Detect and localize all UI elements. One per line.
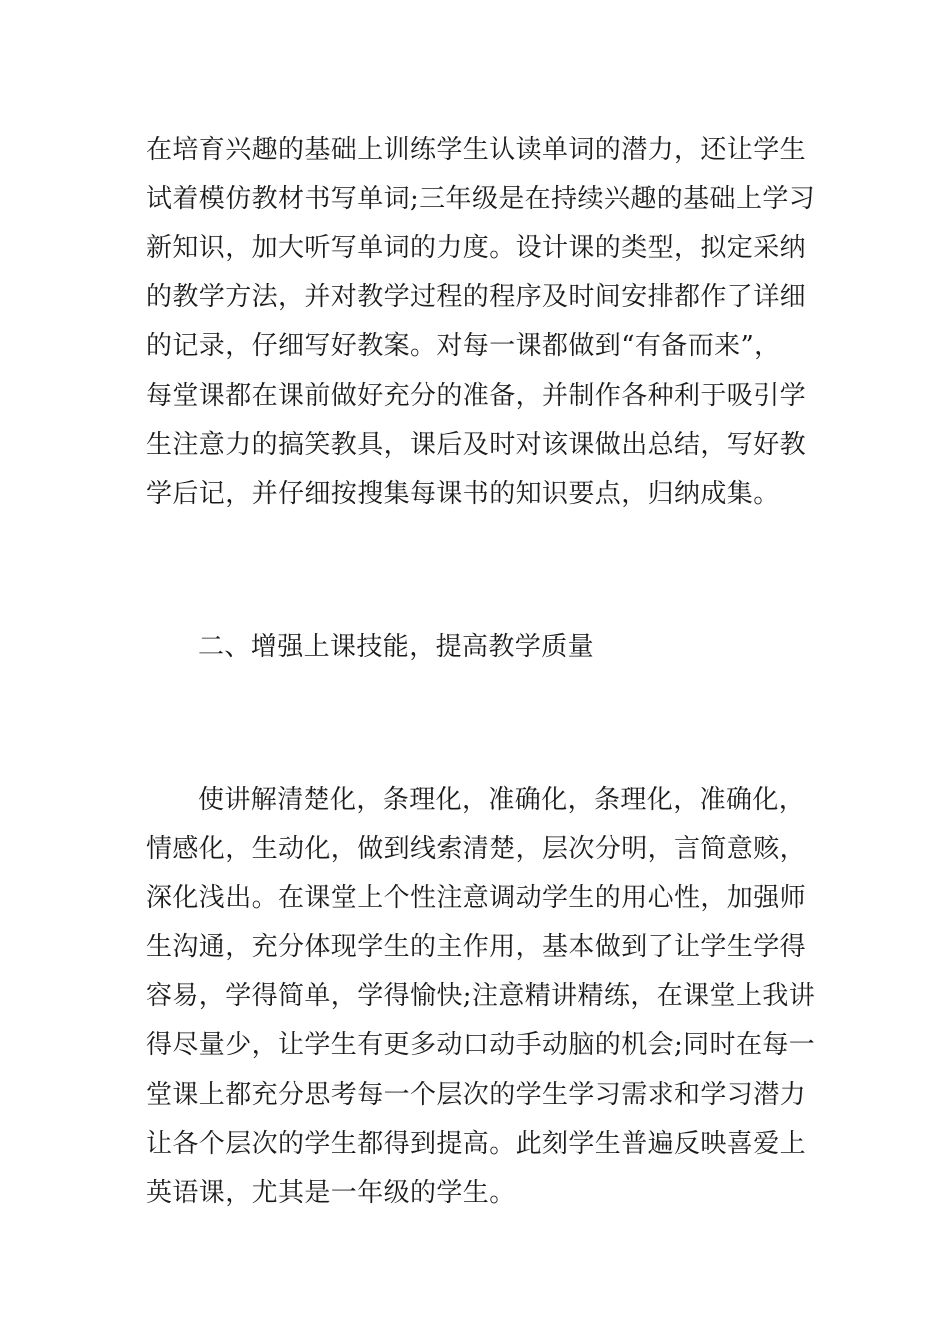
text-line: 使讲解清楚化，条理化，准确化，条理化，准确化， <box>198 785 806 815</box>
text-line: 每堂课都在课前做好充分的准备，并制作各种利于吸引学 <box>146 381 807 411</box>
text-line: 在培育兴趣的基础上训练学生认读单词的潜力，还让学生 <box>146 135 807 165</box>
text-line: 的教学方法，并对教学过程的程序及时间安排都作了详细 <box>146 282 807 312</box>
section-heading: 二、增强上课技能，提高教学质量 <box>198 632 595 662</box>
text-line: 让各个层次的学生都得到提高。此刻学生普遍反映喜爱上 <box>146 1129 807 1159</box>
text-line: 深化浅出。在课堂上个性注意调动学生的用心性，加强师 <box>146 883 807 913</box>
text-line: 试着模仿教材书写单词;三年级是在持续兴趣的基础上学习 <box>146 184 816 214</box>
text-line: 生注意力的搞笑教具，课后及时对该课做出总结，写好教 <box>146 430 807 460</box>
text-line: 得尽量少，让学生有更多动口动手动脑的机会;同时在每一 <box>146 1030 816 1060</box>
text-line: 学后记，并仔细按搜集每课书的知识要点，归纳成集。 <box>146 479 780 509</box>
text-line: 英语课，尤其是一年级的学生。 <box>146 1178 516 1208</box>
text-line: 的记录，仔细写好教案。对每一课都做到“有备而来”， <box>146 331 781 361</box>
text-line: 生沟通，充分体现学生的主作用，基本做到了让学生学得 <box>146 932 807 962</box>
text-line: 堂课上都充分思考每一个层次的学生学习需求和学习潜力 <box>146 1080 807 1110</box>
text-line: 情感化，生动化，做到线索清楚，层次分明，言简意赅， <box>146 834 807 864</box>
text-line: 容易，学得简单，学得愉快;注意精讲精练，在课堂上我讲 <box>146 981 816 1011</box>
text-line: 新知识，加大听写单词的力度。设计课的类型，拟定采纳 <box>146 233 807 263</box>
